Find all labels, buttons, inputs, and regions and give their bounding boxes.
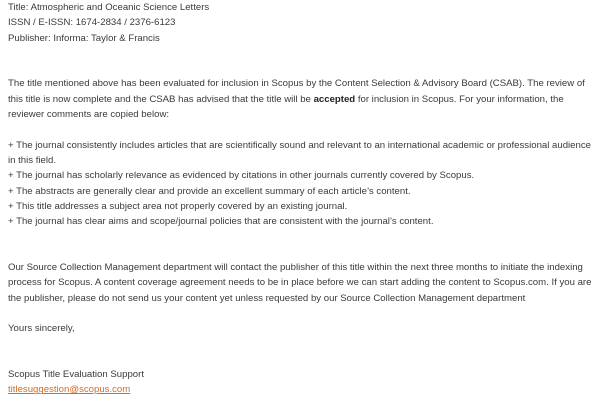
publisher-line: Publisher: Informa: Taylor & Francis (8, 32, 160, 44)
reviewer-comment: + The abstracts are generally clear and provide an excellent summary of each article’s content. (8, 185, 411, 197)
email-body (8, 0, 594, 398)
journal-title-line: Title: Atmospheric and Oceanic Science Letters (8, 2, 210, 13)
spacer (8, 306, 594, 321)
reviewer-comment: + The journal has clear aims and scope/journal policies that are consistent with the journal’s content. (8, 216, 434, 228)
reviewer-comment: + The journal has scholarly relevance as evidenced by citations in other journals currently covered by Scopus. (8, 170, 475, 182)
issn-line: ISSN / E-ISSN: 1674-2834 / 2376-6123 (8, 17, 176, 29)
followup-paragraph: Our Source Collection Management department will contact the publisher of this title within the next three months to initiate the indexing process for Scopus. A content coverage agreement needs to be in place before we can start adding the content to Scopus.com. If you are the publisher, please do not send us your content yet unless requested by our Source Collection Management department (8, 262, 592, 304)
spacer (8, 46, 594, 77)
reviewer-comment: + The journal consistently includes articles that are scientifically sound and relevant to an international academic or professional audience in this field. (8, 139, 591, 166)
accepted-word: accepted (313, 93, 356, 105)
closing-line: Yours sincerely, (8, 323, 75, 335)
signature-name: Scopus Title Evaluation Support (8, 369, 144, 381)
signature-email-link[interactable] (8, 382, 594, 397)
intro-paragraph (8, 76, 594, 122)
reviewer-comment: + This title addresses a subject area not properly covered by an existing journal. (8, 200, 348, 212)
spacer (8, 229, 594, 260)
spacer (8, 122, 594, 137)
intro-text-1: The title mentioned above has been evaluated for inclusion in Scopus by the Content Selection & Advisory Board (CSAB). The review of this title is now complete and the CSAB has advised that the title will be (8, 78, 585, 105)
spacer (8, 337, 594, 368)
intro-text-2: for inclusion in Scopus. For your information, the reviewer comments are copied below: (8, 93, 564, 121)
email-link[interactable]: titlesuggestion@scopus.com (8, 384, 131, 396)
